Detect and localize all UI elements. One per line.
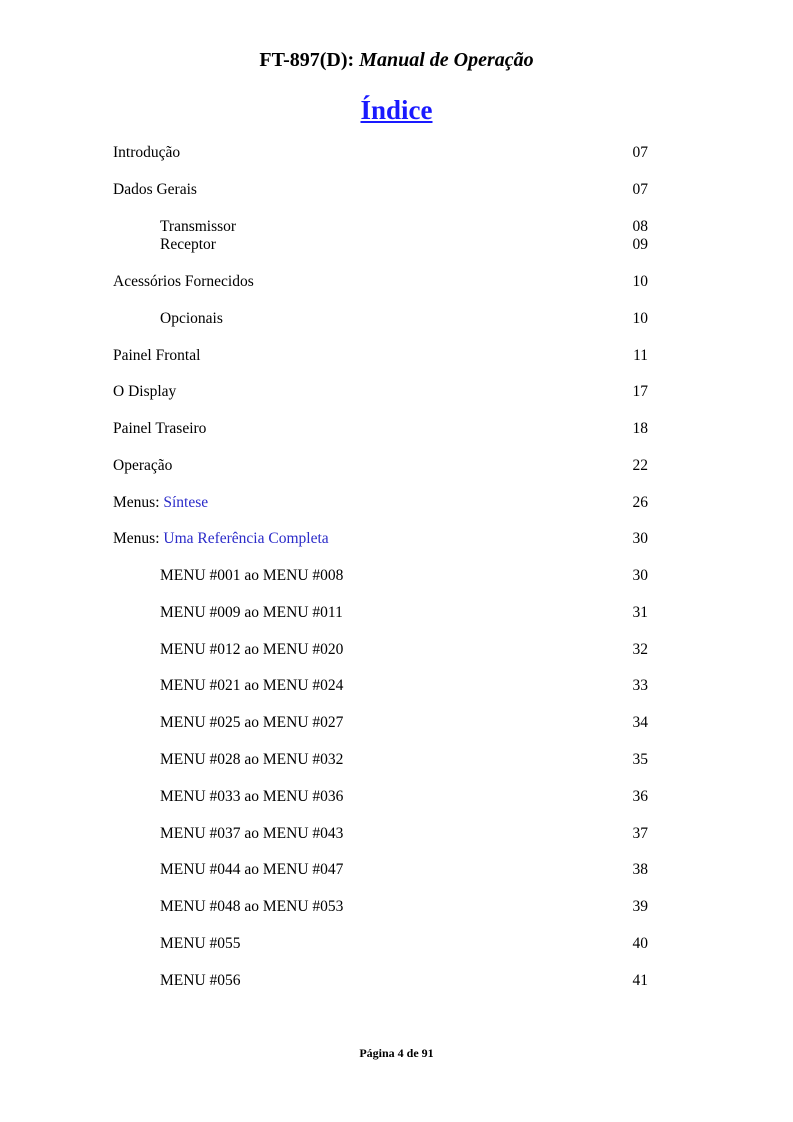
toc-entry-transmissor[interactable] xyxy=(0,217,793,237)
toc-entry-prefix: Menus: xyxy=(113,494,160,511)
toc-entry-opcionais[interactable] xyxy=(0,309,793,329)
toc-entry-page: 26 xyxy=(632,494,648,511)
toc-entry-painel-frontal[interactable] xyxy=(0,346,793,366)
toc-entry-label: Introdução xyxy=(113,144,181,161)
toc-entry-label: Opcionais xyxy=(160,310,223,327)
toc-entry-menu-012[interactable] xyxy=(0,640,793,660)
toc-entry-page: 34 xyxy=(632,714,648,731)
toc-entry-label: Acessórios Fornecidos xyxy=(113,273,254,290)
toc-entry-label: MENU #021 ao MENU #024 xyxy=(160,677,344,694)
toc-entry-label: Painel Frontal xyxy=(113,347,201,364)
toc-entry-label: MENU #055 xyxy=(160,935,241,952)
toc-entry-operacao[interactable] xyxy=(0,456,793,476)
toc-entry-page: 31 xyxy=(632,604,648,621)
toc-entry-display[interactable] xyxy=(0,382,793,402)
toc-entry-label: MENU #048 ao MENU #053 xyxy=(160,898,344,915)
toc-entry-page: 08 xyxy=(632,218,648,235)
toc-entry-introducao[interactable] xyxy=(0,143,793,163)
toc-entry-dados-gerais[interactable] xyxy=(0,180,793,200)
toc-entry-page: 37 xyxy=(632,825,648,842)
toc-entry-label xyxy=(113,493,208,513)
toc-entry-label: MENU #033 ao MENU #036 xyxy=(160,788,344,805)
toc-heading-link[interactable]: Índice xyxy=(360,95,433,125)
toc-entry-page: 09 xyxy=(632,236,648,253)
toc-entry-menu-037[interactable] xyxy=(0,824,793,844)
toc-entry-page: 33 xyxy=(632,677,648,694)
toc-entry-label: Operação xyxy=(113,457,173,474)
toc-entry-page: 30 xyxy=(632,530,648,547)
toc-entry-menu-009[interactable] xyxy=(0,603,793,623)
toc-entry-page: 11 xyxy=(633,347,648,364)
toc-entry-label: Receptor xyxy=(160,236,216,253)
toc-link-sintese[interactable]: Síntese xyxy=(163,494,209,511)
toc-entry-prefix: Menus: xyxy=(113,530,160,547)
toc-entry-page: 41 xyxy=(632,972,648,989)
toc-entry-receptor[interactable] xyxy=(0,235,793,255)
document-model: FT-897(D): xyxy=(259,49,355,71)
toc-entry-page: 22 xyxy=(632,457,648,474)
toc-entry-menu-056[interactable] xyxy=(0,971,793,991)
toc-entry-menu-021[interactable] xyxy=(0,676,793,696)
toc-entry-label: MENU #001 ao MENU #008 xyxy=(160,567,344,584)
toc-entry-label: Dados Gerais xyxy=(113,181,197,198)
toc-entry-acessorios[interactable] xyxy=(0,272,793,292)
toc-entry-page: 17 xyxy=(632,383,648,400)
toc-entry-page: 10 xyxy=(632,310,648,327)
toc-entry-label: MENU #056 xyxy=(160,972,241,989)
toc-heading xyxy=(0,93,793,127)
toc-entry-label: MENU #012 ao MENU #020 xyxy=(160,641,344,658)
toc-entry-painel-traseiro[interactable] xyxy=(0,419,793,439)
toc-entry-menus-sintese[interactable] xyxy=(0,493,793,513)
toc-entry-label xyxy=(113,529,329,549)
toc-link-referencia-completa[interactable]: Uma Referência Completa xyxy=(163,530,329,547)
toc-entry-label: MENU #009 ao MENU #011 xyxy=(160,604,343,621)
toc-entry-page: 18 xyxy=(632,420,648,437)
toc-entry-page: 36 xyxy=(632,788,648,805)
toc-entry-label: O Display xyxy=(113,383,177,400)
toc-entry-menu-044[interactable] xyxy=(0,860,793,880)
toc-entry-page: 10 xyxy=(632,273,648,290)
toc-entry-page: 38 xyxy=(632,861,648,878)
toc-entry-menu-048[interactable] xyxy=(0,897,793,917)
toc-entry-menus-referencia[interactable] xyxy=(0,529,793,549)
document-subtitle: Manual de Operação xyxy=(359,49,534,71)
toc-entry-label: MENU #037 ao MENU #043 xyxy=(160,825,344,842)
toc-entry-label: MENU #044 ao MENU #047 xyxy=(160,861,344,878)
toc-entry-page: 07 xyxy=(632,144,648,161)
toc-entry-menu-055[interactable] xyxy=(0,934,793,954)
toc-entry-page: 40 xyxy=(632,935,648,952)
toc-entry-page: 30 xyxy=(632,567,648,584)
toc-entry-label: MENU #025 ao MENU #027 xyxy=(160,714,344,731)
toc-entry-menu-001[interactable] xyxy=(0,566,793,586)
toc-entry-menu-025[interactable] xyxy=(0,713,793,733)
toc-entry-label: Painel Traseiro xyxy=(113,420,207,437)
page-footer: Página 4 de 91 xyxy=(359,1046,434,1060)
toc-entry-menu-033[interactable] xyxy=(0,787,793,807)
toc-entry-page: 32 xyxy=(632,641,648,658)
toc-entry-menu-028[interactable] xyxy=(0,750,793,770)
toc-entry-label: Transmissor xyxy=(160,218,237,235)
toc-entry-page: 35 xyxy=(632,751,648,768)
toc-entry-label: MENU #028 ao MENU #032 xyxy=(160,751,344,768)
toc-entry-page: 07 xyxy=(632,181,648,198)
toc-entry-page: 39 xyxy=(632,898,648,915)
document-title xyxy=(0,47,793,73)
